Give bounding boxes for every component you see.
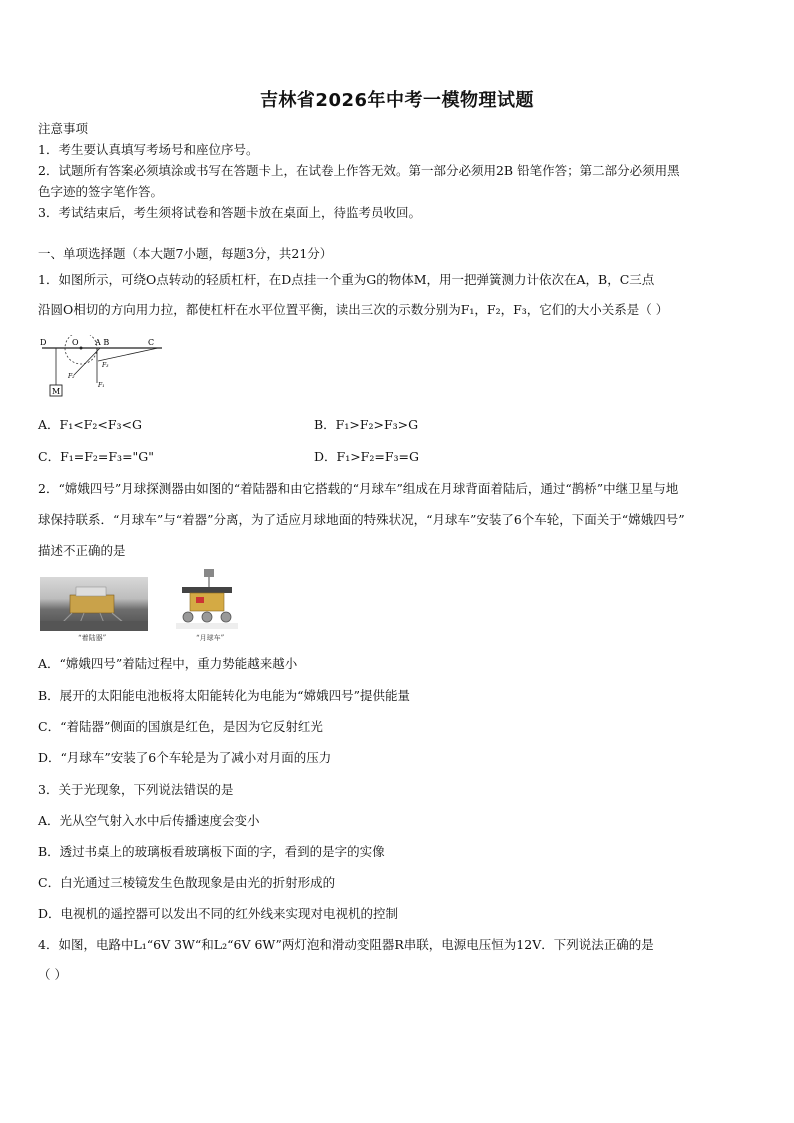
question-4-line-2: （ ） <box>38 967 67 982</box>
question-1-option-b: B．F₁>F₂>F₃>G <box>314 417 419 432</box>
question-2-option-a: A．“嫦娥四号”着陆过程中，重力势能越来越小 <box>38 656 298 671</box>
question-3-stem: 3．关于光现象，下列说法错误的是 <box>38 782 234 797</box>
question-3-option-b: B．透过书桌上的玻璃板看玻璃板下面的字，看到的是字的实像 <box>38 844 385 859</box>
question-1-line-2: 沿圆O相切的方向用力拉，都使杠杆在水平位置平衡，读出三次的示数分别为F₁，F₂，F₃，它们的大小关系是（ ） <box>38 302 669 317</box>
f2-arrow <box>74 348 100 375</box>
caption-lander: “着陆器” <box>78 634 107 642</box>
notice-item-3: 3．考试结束后，考生须将试卷和答题卡放在桌面上，待监考员收回。 <box>38 205 421 220</box>
question-1-line-1: 1．如图所示，可绕O点转动的轻质杠杆，在D点挂一个重为G的物体M，用一把弹簧测力计依次在A，B，C三点 <box>38 272 655 287</box>
label-d: D <box>40 338 47 347</box>
question-2-option-b: B．展开的太阳能电池板将太阳能转化为电能为“嫦娥四号”提供能量 <box>38 688 410 703</box>
notice-item-1: 1．考生要认真填写考场号和座位序号。 <box>38 142 259 157</box>
question-3-option-d: D．电视机的遥控器可以发出不同的红外线来实现对电视机的控制 <box>38 906 399 921</box>
question-2-option-c: C．“着陆器”侧面的国旗是红色，是因为它反射红光 <box>38 719 323 734</box>
label-o: O <box>72 338 79 347</box>
notice-heading: 注意事项 <box>38 121 89 136</box>
question-3-option-c: C．白光通过三棱镜发生色散现象是由光的折射形成的 <box>38 875 336 890</box>
question-2-line-1: 2．“嫦娥四号”月球探测器由如图的“着陆器和由它搭载的“月球车”组成在月球背面着陆后，通过“鹊桥”中继卫星与地 <box>38 481 679 496</box>
question-2-option-d: D．“月球车”安装了6个车轮是为了减小对月面的压力 <box>38 750 332 765</box>
question-2-line-2: 球保持联系．“月球车”与“着器”分离，为了适应月球地面的特殊状况，“月球车”安装了6个车轮，下面关于“嫦娥四号” <box>38 512 685 527</box>
caption-rover: “月球车” <box>196 634 225 642</box>
lander-image <box>40 577 148 631</box>
label-f3: F₃ <box>102 362 109 369</box>
f3-arrow <box>98 348 158 361</box>
rover-image <box>176 565 238 629</box>
page-title: 吉林省2026年中考一模物理试题 <box>259 90 535 111</box>
label-f1: F₁ <box>98 382 105 389</box>
question-4-line-1: 4．如图，电路中L₁“6V 3W“和L₂“6V 6W”两灯泡和滑动变阻器R串联，电源电压恒为12V．下列说法正确的是 <box>38 937 654 952</box>
lander-photo <box>40 577 148 631</box>
question-3-option-a: A．光从空气射入水中后传播速度会变小 <box>38 813 260 828</box>
label-f2: F₂ <box>68 373 75 380</box>
rover-photo <box>176 565 238 629</box>
lever-diagram <box>38 335 168 401</box>
label-m: M <box>52 387 61 396</box>
question-1-option-c: C．F₁=F₂=F₃="G" <box>38 449 155 464</box>
notice-item-2-cont: 色字迹的签字笔作答。 <box>38 184 164 199</box>
question-1-option-a: A．F₁<F₂<F₃<G <box>38 417 142 432</box>
pivot-point <box>80 347 83 350</box>
label-ab: A B <box>95 338 110 347</box>
question-1-option-d: D．F₁>F₂=F₃=G <box>314 449 419 464</box>
section-heading: 一、单项选择题（本大题7小题，每题3分，共21分） <box>38 246 333 261</box>
label-c: C <box>148 338 155 347</box>
question-2-line-3: 描述不正确的是 <box>38 543 126 558</box>
notice-item-2: 2．试题所有答案必须填涂或书写在答题卡上，在试卷上作答无效。第一部分必须用2B 铅笔作答；第二部分必须用黑 <box>38 163 680 178</box>
